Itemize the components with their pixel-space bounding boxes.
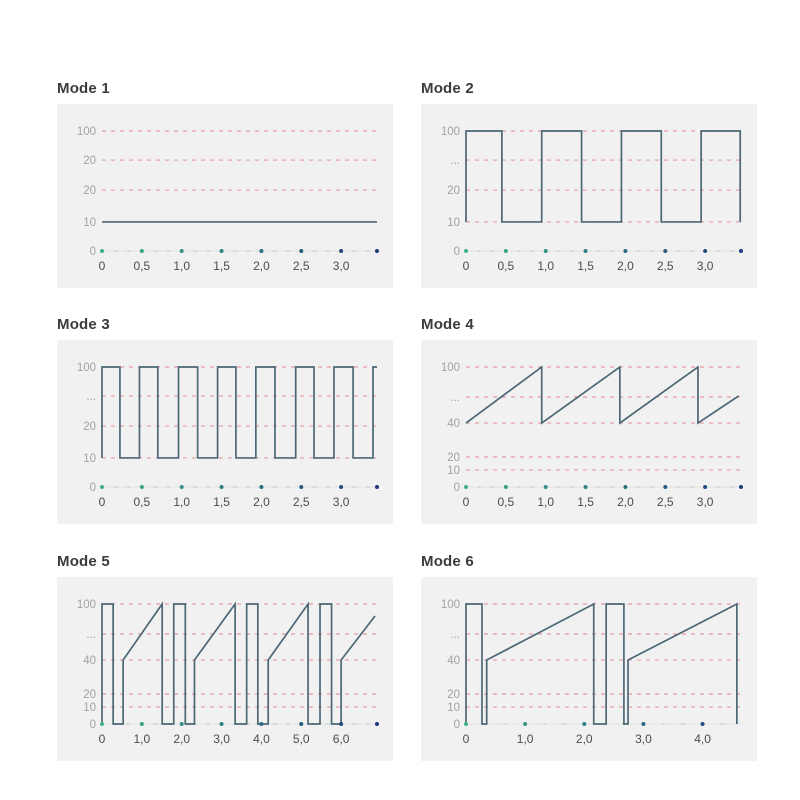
svg-text:0: 0: [89, 719, 96, 731]
svg-text:20: 20: [447, 185, 460, 198]
svg-text:20: 20: [83, 421, 96, 434]
svg-text:2,0: 2,0: [575, 732, 593, 746]
svg-text:3,0: 3,0: [213, 732, 230, 746]
svg-text:2,5: 2,5: [292, 495, 310, 509]
mode-6-waveform-chart: [421, 577, 757, 761]
chart-title: Mode 3: [57, 316, 110, 333]
mode-5-waveform-chart: [57, 577, 393, 761]
svg-text:1,0: 1,0: [133, 732, 151, 746]
svg-text:2,5: 2,5: [656, 495, 674, 509]
svg-text:0: 0: [462, 495, 470, 509]
svg-text:1,0: 1,0: [173, 259, 191, 273]
svg-text:10: 10: [83, 701, 96, 714]
svg-text:...: ...: [450, 155, 460, 168]
svg-text:...: ...: [86, 391, 96, 404]
svg-text:...: ...: [450, 629, 460, 641]
svg-text:2,0: 2,0: [617, 495, 634, 509]
svg-text:10: 10: [83, 216, 96, 229]
svg-text:100: 100: [76, 362, 96, 374]
svg-text:20: 20: [447, 689, 460, 701]
chart-title: Mode 5: [57, 553, 110, 570]
svg-text:0: 0: [462, 259, 470, 273]
svg-text:100: 100: [440, 126, 460, 138]
chart-title: Mode 2: [421, 80, 474, 97]
svg-text:1,5: 1,5: [213, 495, 230, 509]
svg-text:1,0: 1,0: [537, 495, 555, 509]
svg-text:3,0: 3,0: [332, 259, 350, 273]
svg-text:...: ...: [450, 392, 460, 404]
mode-4-waveform-chart: [421, 340, 757, 524]
svg-text:0: 0: [453, 719, 460, 731]
svg-text:...: ...: [86, 629, 96, 641]
svg-text:2,5: 2,5: [656, 259, 674, 273]
svg-text:1,5: 1,5: [213, 259, 230, 273]
svg-text:4,0: 4,0: [253, 732, 270, 746]
svg-text:3,0: 3,0: [332, 495, 350, 509]
svg-text:20: 20: [447, 452, 460, 464]
svg-text:0: 0: [462, 732, 470, 746]
chart-title: Mode 6: [421, 553, 474, 570]
chart-cell-mode-3: [57, 316, 393, 524]
chart-cell-mode-6: [421, 553, 757, 761]
svg-text:4,0: 4,0: [694, 732, 711, 746]
svg-text:40: 40: [447, 655, 460, 668]
chart-cell-mode-4: [421, 316, 757, 524]
svg-text:0: 0: [453, 482, 460, 494]
svg-text:20: 20: [83, 689, 96, 701]
svg-text:0,5: 0,5: [497, 495, 515, 509]
svg-text:5,0: 5,0: [292, 732, 310, 746]
svg-text:1,0: 1,0: [173, 495, 191, 509]
svg-text:0: 0: [98, 495, 106, 509]
mode-3-waveform-chart: [57, 340, 393, 524]
svg-text:10: 10: [447, 216, 460, 229]
mode-1-waveform-chart: [57, 104, 393, 288]
svg-text:20: 20: [83, 155, 96, 168]
chart-cell-mode-1: [57, 80, 393, 288]
svg-text:0: 0: [89, 482, 96, 494]
svg-text:6,0: 6,0: [332, 732, 350, 746]
svg-text:3,0: 3,0: [635, 732, 652, 746]
svg-text:2,0: 2,0: [617, 259, 634, 273]
svg-text:0,5: 0,5: [133, 495, 151, 509]
svg-text:10: 10: [447, 464, 460, 477]
svg-text:10: 10: [447, 701, 460, 714]
svg-text:1,5: 1,5: [577, 259, 594, 273]
svg-text:100: 100: [440, 599, 460, 611]
svg-text:2,0: 2,0: [253, 495, 270, 509]
svg-text:100: 100: [76, 599, 96, 611]
chart-cell-mode-2: [421, 80, 757, 288]
svg-text:0: 0: [453, 246, 460, 258]
svg-text:0: 0: [98, 259, 106, 273]
svg-text:1,5: 1,5: [577, 495, 594, 509]
svg-text:3,0: 3,0: [696, 495, 714, 509]
svg-text:2,0: 2,0: [173, 732, 191, 746]
chart-cell-mode-5: [57, 553, 393, 761]
svg-text:1,0: 1,0: [516, 732, 534, 746]
mode-2-waveform-chart: [421, 104, 757, 288]
svg-text:100: 100: [440, 362, 460, 374]
svg-text:2,5: 2,5: [292, 259, 310, 273]
chart-title: Mode 4: [421, 316, 474, 333]
svg-text:0,5: 0,5: [497, 259, 515, 273]
svg-text:0: 0: [89, 246, 96, 258]
chart-title: Mode 1: [57, 80, 110, 97]
svg-text:40: 40: [83, 655, 96, 668]
svg-text:3,0: 3,0: [696, 259, 714, 273]
svg-text:0,5: 0,5: [133, 259, 151, 273]
svg-text:2,0: 2,0: [253, 259, 270, 273]
svg-text:10: 10: [83, 452, 96, 465]
svg-text:40: 40: [447, 418, 460, 431]
svg-text:20: 20: [83, 185, 96, 198]
svg-text:100: 100: [76, 126, 96, 138]
svg-text:1,0: 1,0: [537, 259, 555, 273]
svg-text:0: 0: [98, 732, 106, 746]
